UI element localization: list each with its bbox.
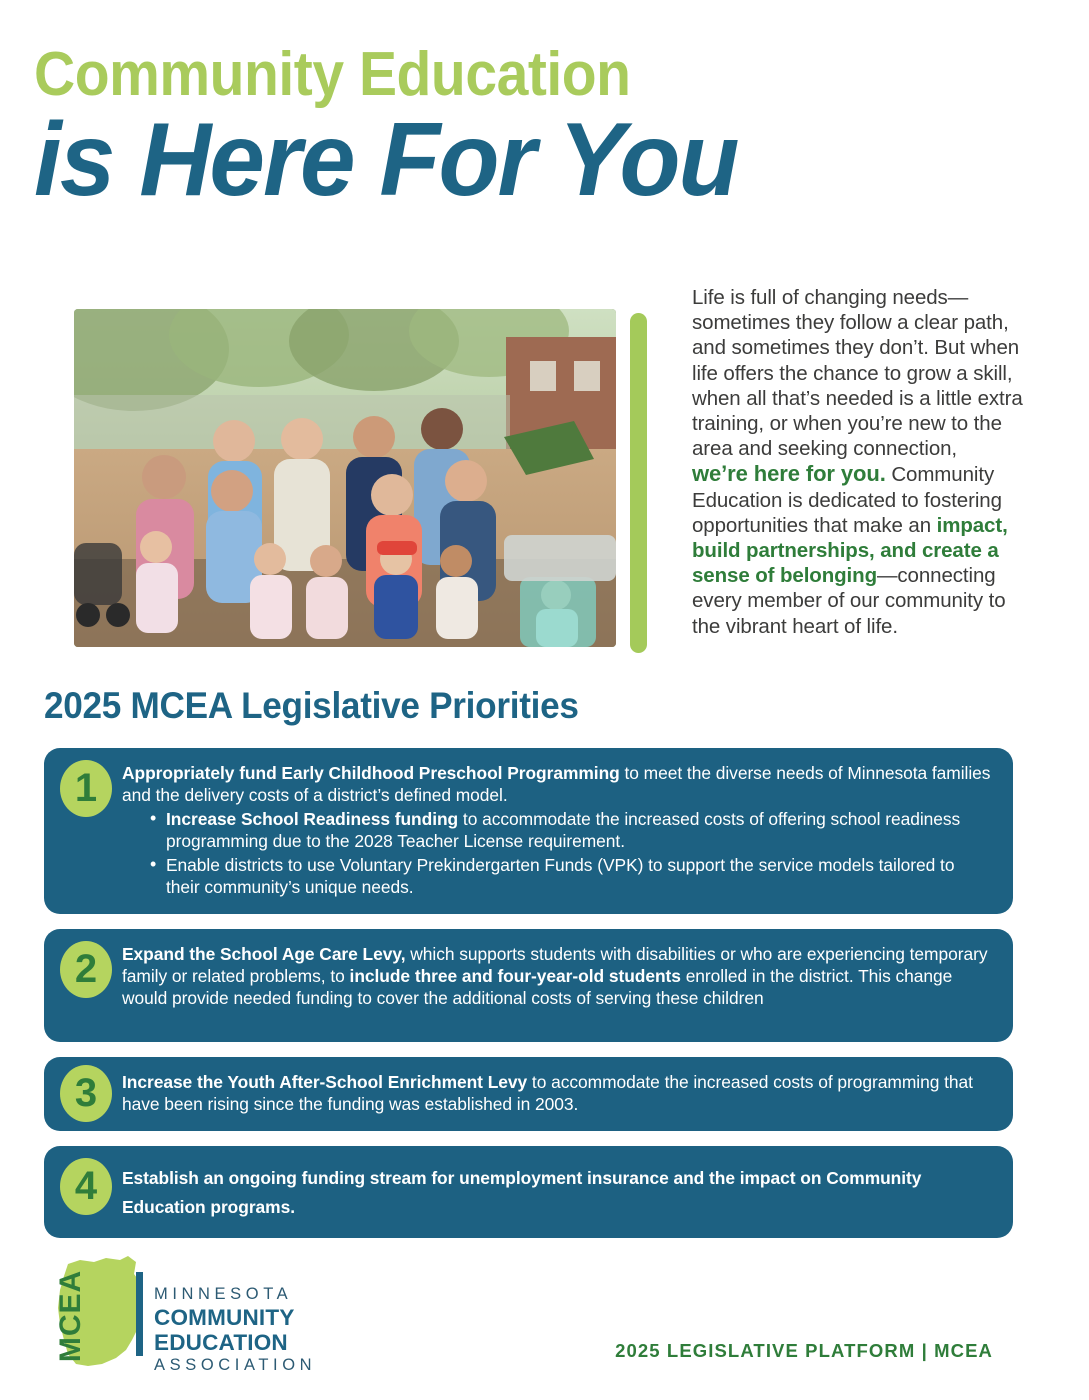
footer-tagline: 2025 LEGISLATIVE PLATFORM | MCEA xyxy=(615,1340,993,1361)
priority-body-3: to accommodate the increased costs of programming that have been rising since the funding was established in 2003. xyxy=(122,1072,973,1114)
priority-body2-2: enrolled in the district. This change would provide needed funding to cover the additional costs of serving these children xyxy=(122,966,953,1008)
priority-bold-lead-1: Appropriately fund Early Childhood Preschool Programming xyxy=(122,763,620,783)
priority-text-4 xyxy=(122,1164,991,1222)
intro-text-part1: Life is full of changing needs—sometimes they follow a clear path, and sometimes they don’t. But when life offers the chance to grow a skill, when all that’s needed is a little extra training, or when you’re new to the area and seeking connection, xyxy=(692,286,1023,461)
intro-lead-period: . xyxy=(879,461,886,487)
hero-section xyxy=(74,285,1022,685)
priority-text-2 xyxy=(122,943,991,1009)
page-title xyxy=(34,40,1064,218)
priority-card-2 xyxy=(44,929,1013,1042)
intro-lead-emphasis: we’re here for you xyxy=(692,461,880,487)
logo-line-community-education: COMMUNITY EDUCATION xyxy=(154,1305,295,1355)
priority-bullet-1-1 xyxy=(150,808,991,852)
priority-bold-lead-3: Increase the Youth After-School Enrichment Levy xyxy=(122,1072,528,1092)
priority-card-3 xyxy=(44,1057,1013,1131)
intro-paragraph xyxy=(692,285,1030,639)
priority-bold-lead-2: Expand the School Age Care Levy, xyxy=(122,944,406,964)
bullet-text-1-2: Enable districts to use Voluntary Prekindergarten Funds (VPK) to support the service models tailored to their community’s unique needs. xyxy=(166,855,955,897)
priority-body-2: which supports students with disabilities or who are experiencing temporary family or related problems, to xyxy=(122,944,988,986)
bullet-bold-1-1: Increase School Readiness funding xyxy=(166,809,459,829)
priority-bold-lead-4: Establish an ongoing funding stream for unemployment insurance and the impact on Community Education programs. xyxy=(122,1168,922,1217)
footer xyxy=(0,1240,1089,1400)
mcea-logo xyxy=(50,1254,410,1374)
priority-text-1 xyxy=(122,762,991,898)
priority-badge-1: 1 xyxy=(60,760,112,817)
priorities-list xyxy=(44,748,1013,1253)
priority-bullet-1-2 xyxy=(150,854,991,898)
logo-line-minnesota: MINNESOTA xyxy=(154,1285,293,1303)
bullet-text-1-1: to accommodate the increased costs of offering school readiness programming due to the 2028 Teacher License requirement. xyxy=(166,809,961,851)
priority-badge-3: 3 xyxy=(60,1065,112,1122)
headline-line-1: Community Education xyxy=(34,40,631,109)
priority-bold-mid-2: include three and four-year-old students xyxy=(349,966,681,986)
priority-text-3 xyxy=(122,1071,991,1115)
intro-text-part3: —connecting every member of our community to the vibrant heart of life. xyxy=(692,564,1006,638)
logo-line-association: ASSOCIATION xyxy=(154,1356,317,1374)
headline-line-2: is Here For You xyxy=(34,102,738,218)
priority-sublist-1 xyxy=(122,808,991,898)
priority-badge-4: 4 xyxy=(60,1158,112,1215)
priority-card-1 xyxy=(44,748,1013,914)
section-title: 2025 MCEA Legislative Priorities xyxy=(44,685,579,726)
svg-text:MCEA: MCEA xyxy=(54,1269,87,1363)
logo-divider-bar xyxy=(136,1272,143,1356)
group-photo xyxy=(74,309,616,647)
green-accent-bar xyxy=(630,313,647,653)
logo-wordmark xyxy=(154,1284,414,1376)
priority-body-1: to meet the diverse needs of Minnesota families and the delivery costs of a district’s defined model. xyxy=(122,763,991,805)
priority-card-4 xyxy=(44,1146,1013,1238)
priority-badge-2: 2 xyxy=(60,941,112,998)
intro-emphasis: impact, build partnerships, and create a sense of belonging xyxy=(692,513,1008,588)
intro-text-part2: Community Education is dedicated to fostering opportunities that make an xyxy=(692,463,1002,537)
